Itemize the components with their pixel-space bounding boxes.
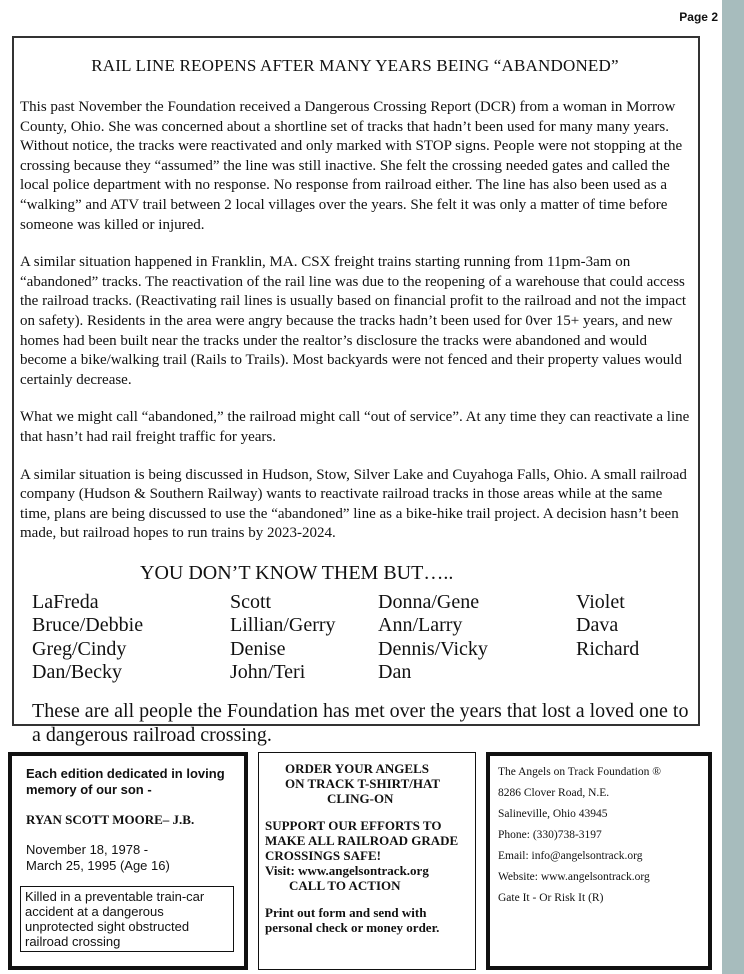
memorial-name: Scott	[230, 590, 272, 613]
article-paragraph: What we might call “abandoned,” the railroad might call “out of service”. At any time they can reactivate a line that hasn’t had rail freight traffic for years.	[20, 409, 690, 445]
email-address[interactable]: Email: info@angelsontrack.org	[498, 850, 643, 862]
names-column	[378, 591, 576, 685]
contact-box	[486, 752, 712, 970]
memorial-name: Violet	[576, 590, 625, 613]
son-name: RYAN SCOTT MOORE– J.B.	[26, 812, 195, 827]
order-line: ORDER YOUR ANGELS	[285, 761, 429, 776]
article-paragraph: This past November the Foundation received a Dangerous Crossing Report (DCR) from a woman in Morrow County, Ohio. She was concerned about a shortline set of tracks that hadn’t been used for many many years. Without notice, the tracks were reactivated and only marked with STOP signs. People were not stopping at the crossing because they “assumed” the line was still inactive. She felt the crossing needed gates and called the local police department with no response. No response from railroad either. The line has also been used as a “walking” and ATV trail between 2 local villages over the years. She felt it was only a matter of time before someone was killed or injured.	[20, 99, 683, 233]
article-box	[12, 36, 700, 746]
city-address: Salineville, Ohio 43945	[498, 808, 608, 820]
dedication-box	[8, 752, 248, 970]
page-number: Page 2	[679, 10, 718, 24]
order-line: CLING-ON	[327, 791, 394, 806]
memorial-name: John/Teri	[230, 661, 306, 684]
article-headline: RAIL LINE REOPENS AFTER MANY YEARS BEING “ABANDONED”	[91, 56, 619, 75]
memorial-closing: These are all people the Foundation has met over the years that lost a loved one to a dangerous railroad crossing.	[32, 699, 689, 746]
visit-link[interactable]: Visit: www.angelsontrack.org	[265, 863, 429, 878]
memorial-name: Bruce/Debbie	[32, 614, 144, 637]
memorial-name: Lillian/Gerry	[230, 614, 336, 637]
memorial-name: LaFreda	[32, 590, 99, 613]
memorial-name: Richard	[576, 637, 640, 660]
memorial-name: Dava	[576, 614, 619, 637]
print-instructions: Print out form and send with personal check or money order.	[265, 905, 440, 935]
article-paragraph: A similar situation is being discussed in Hudson, Stow, Silver Lake and Cuyahoga Falls, Ohio. A small railroad company (Hudson & Southern Railway) wants to reactivate railroad tracks in those areas while at the same time, plans are being discussed to use the “abandoned” line as a bike-hike trail project. A decision hasn’t been made, but railroad hopes to run trains by 2023-2024.	[20, 466, 687, 542]
names-column	[576, 591, 686, 685]
memorial-name: Ann/Larry	[378, 614, 463, 637]
life-dates	[26, 842, 234, 874]
memorial-name: Dennis/Vicky	[378, 637, 488, 660]
memorial-name: Donna/Gene	[378, 590, 480, 613]
dedication-text: Each edition dedicated in loving memory of our son -	[26, 766, 225, 797]
call-to-action: CALL TO ACTION	[289, 878, 401, 893]
names-column	[32, 591, 230, 685]
org-name: The Angels on Track Foundation ®	[498, 766, 662, 778]
phone-number: Phone: (330)738-3197	[498, 829, 602, 841]
memorial-name: Denise	[230, 637, 286, 660]
article-paragraph: A similar situation happened in Franklin, MA. CSX freight trains starting running from 11pm-3am on “abandoned” tracks. The reactivation of the rail line was due to the reopening of a warehouse that could access the railroad tracks. (Reactivating rail lines is usually based on financial profit to the railroad and not the impact on safety). Residents in the area were angry because the tracks hadn’t been used for 0ver 15+ years, and new homes had been built near the tracks under the realtor’s disclosure the tracks were abandoned and would become a bike/walking trail (Rails to Trails). Most backyards were not fenced and their property values would certainly decrease.	[20, 254, 687, 388]
order-line: ON TRACK T-SHIRT/HAT	[285, 776, 441, 791]
order-box	[258, 752, 476, 970]
side-accent-bar	[722, 0, 744, 974]
website-link[interactable]: Website: www.angelsontrack.org	[498, 871, 650, 883]
motto: Gate It - Or Risk It (R)	[498, 892, 604, 904]
support-text: SUPPORT OUR EFFORTS TO MAKE ALL RAILROAD GRADE CROSSINGS SAFE!	[265, 818, 459, 863]
birth-date: November 18, 1978 -	[26, 842, 149, 857]
accident-note: Killed in a preventable train-car accident at a dangerous unprotected sight obstructed railroad crossing	[20, 886, 234, 952]
memorial-name: Greg/Cindy	[32, 637, 127, 660]
street-address: 8286 Clover Road, N.E.	[498, 787, 610, 799]
memorial-name: Dan/Becky	[32, 661, 122, 684]
memorial-heading: YOU DON’T KNOW THEM BUT…..	[140, 561, 454, 584]
death-date: March 25, 1995 (Age 16)	[26, 858, 170, 873]
memorial-name: Dan	[378, 661, 412, 684]
names-column	[230, 591, 378, 685]
order-heading	[265, 761, 469, 806]
memorial-names	[32, 591, 690, 685]
